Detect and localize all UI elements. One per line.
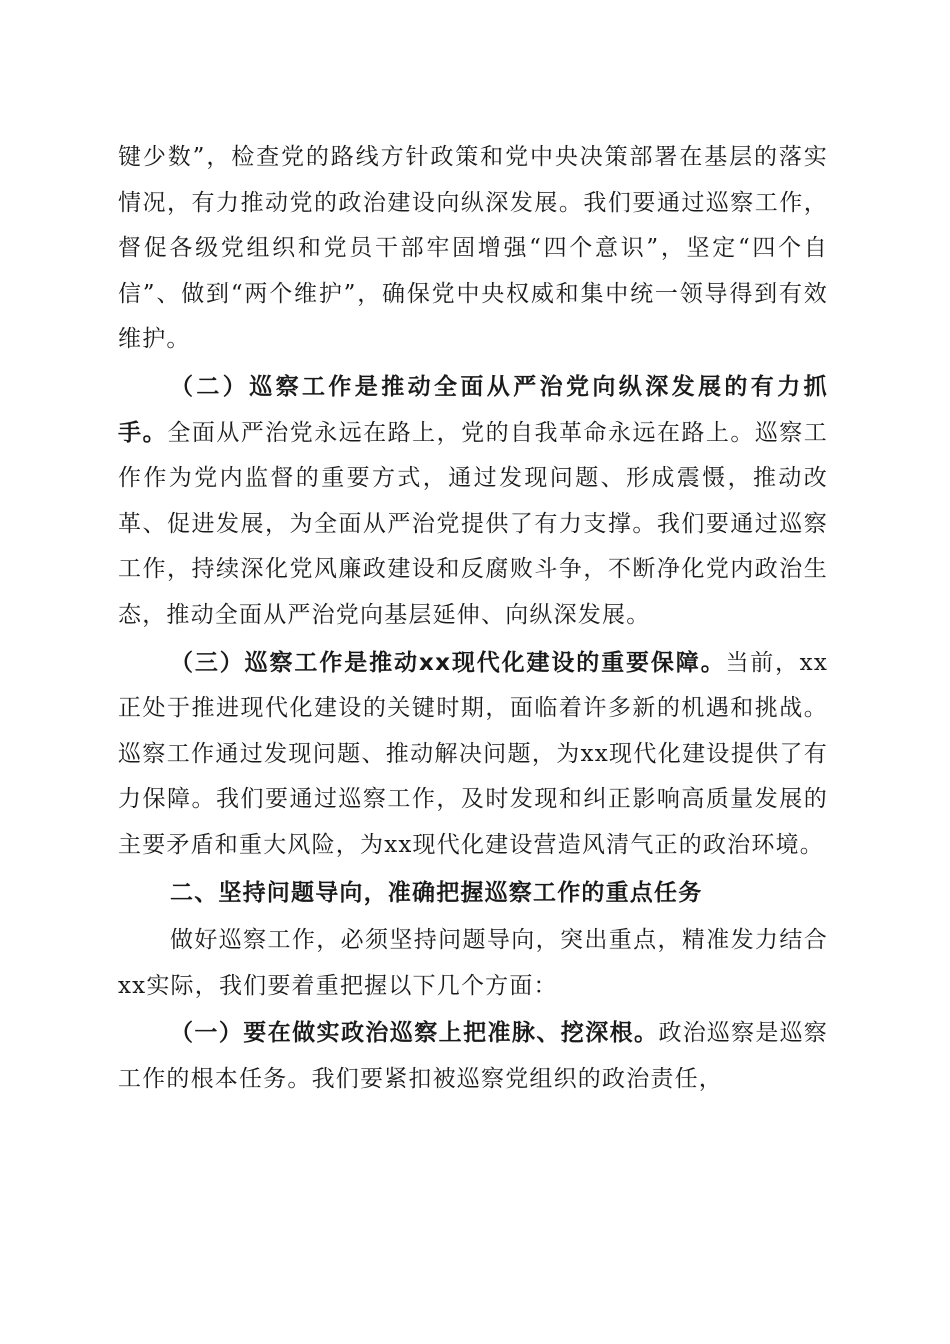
paragraph-text: 键少数”，检查党的路线方针政策和党中央决策部署在基层的落实情况，有力推动党的政治建设向纵深发展。我们要通过巡察工作，督促各级党组织和党员干部牢固增强“四个意识”，坚定“四个自信”、做到“两个维护”，确保党中央权威和集中统一领导得到有效维护。 (118, 144, 828, 353)
document-body (118, 135, 828, 1102)
section-intro (118, 918, 828, 1009)
paragraph-text: 全面从严治党永远在路上，党的自我革命永远在路上。巡察工作作为党内监督的重要方式，通过发现问题、形成震慑，推动改革、促进发展，为全面从严治党提供了有力支撑。我们要通过巡察工作，持续深化党风廉政建设和反腐败斗争，不断净化党内政治生态，推动全面从严治党向基层延伸、向纵深发展。 (118, 419, 828, 628)
paragraph-lead: （二）巡察工作是推动全面从严治党向纵深发展的有力抓手。 (118, 373, 828, 446)
paragraph-lead: （一）要在做实政治巡察上把准脉、挖深根。 (170, 1020, 659, 1047)
paragraph-item-one (118, 1011, 828, 1102)
paragraph-text: 当前，xx正处于推进现代化建设的关键时期，面临着许多新的机遇和挑战。巡察工作通过发现问题、推动解决问题，为xx现代化建设提供了有力保障。我们要通过巡察工作，及时发现和纠正影响高质量发展的主要矛盾和重大风险，为xx现代化建设营造风清气正的政治环境。 (118, 649, 828, 858)
paragraph-lead: （三）巡察工作是推动xx现代化建设的重要保障。 (170, 649, 726, 676)
paragraph-point-two (118, 365, 828, 639)
paragraph-point-three (118, 641, 828, 869)
paragraph-text: 做好巡察工作，必须坚持问题导向，突出重点，精准发力结合xx实际，我们要着重把握以下几个方面： (118, 927, 828, 999)
paragraph-continuation (118, 135, 828, 363)
section-heading: 二、坚持问题导向，准确把握巡察工作的重点任务 (170, 879, 703, 906)
paragraph-text: 政治巡察是巡察工作的根本任务。我们要紧扣被巡察党组织的政治责任， (118, 1020, 829, 1092)
